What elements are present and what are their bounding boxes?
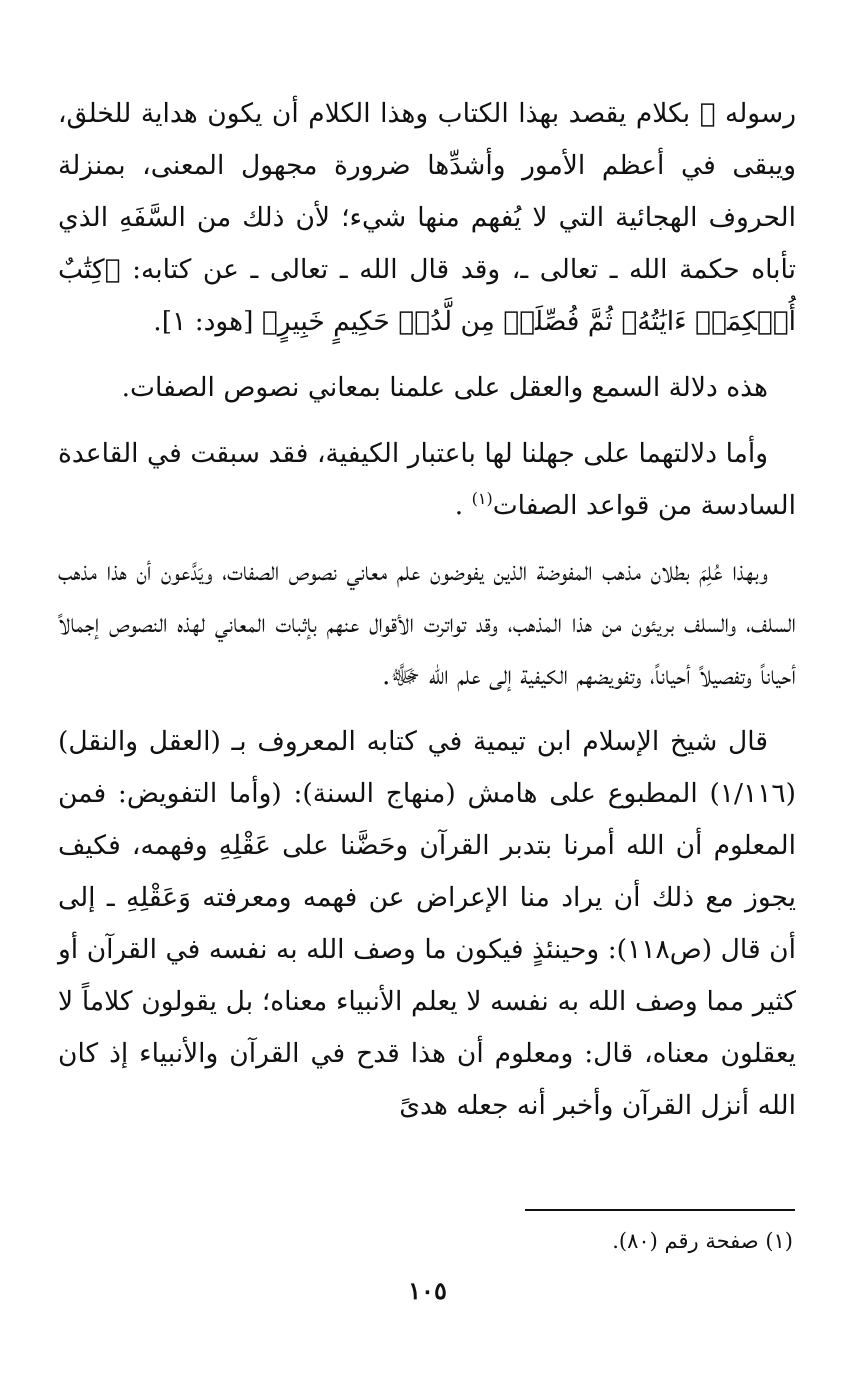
paragraph: رسوله ﷺ بكلام يقصد بهذا الكتاب وهذا الكلام أن يكون هداية للخلق، ويبقى في أعظم الأمور وأشدِّها ضرورة مجهول المعنى، بمنزلة الحروف الهجائية التي لا يُفهم منها شيء؛ لأن ذلك من السَّفَهِ الذي تأباه حكمة الله ـ تعالى ـ، وقد قال الله ـ تعالى ـ عن كتابه: ﴿كِتَٰبٌ أُحۡكِمَتۡ ءَايَٰتُهُۥ ثُمَّ فُصِّلَتۡ مِن لَّدُنۡ حَكِيمٍ خَبِيرٍ﴾ [هود: ١]. <box>58 98 796 337</box>
footnote-divider <box>525 1209 795 1211</box>
footnote-reference: (١) <box>471 489 493 509</box>
paragraph: وبهذا عُلِمَ بطلان مذهب المفوضة الذين يفوضون علم معاني نصوص الصفات، ويَدَّعون أن هذا مذهب السلف، والسلف بريئون من هذا المذهب، وقد تواترت الأقوال عنهم بإثبات المعاني لهذه النصوص إجمالاً أحياناً وتفصيلاً أحياناً، وتفويضهم الكيفية إلى علم الله ﷻ. <box>58 556 796 691</box>
paragraph <box>58 428 796 532</box>
paragraph-text: وأما دلالتهما على جهلنا لها باعتبار الكيفية، فقد سبقت في القاعدة السادسة من قواعد الصفات <box>58 438 796 521</box>
footnote: (١) صفحة رقم (٨٠). <box>612 1229 793 1253</box>
paragraph: هذه دلالة السمع والعقل على علمنا بمعاني نصوص الصفات. <box>121 372 768 403</box>
page-body <box>58 88 796 1146</box>
paragraph: قال شيخ الإسلام ابن تيمية في كتابه المعروف بـ (العقل والنقل) (١/١١٦) المطبوع على هامش (منهاج السنة): (وأما التفويض: فمن المعلوم أن الله أمرنا بتدبر القرآن وحَضَّنا على عَقْلِهِ وفهمه، فكيف يجوز مع ذلك أن يراد منا الإعراض عن فهمه ومعرفته وَعَقْلِهِ ـ إلى أن قال (ص١١٨): وحينئذٍ فيكون ما وصف الله به نفسه في القرآن أو كثير مما وصف الله به نفسه لا يعلم الأنبياء معناه؛ بل يقولون كلاماً لا يعقلون معناه، قال: ومعلوم أن هذا قدح في القرآن والأنبياء إذ كان الله أنزل القرآن وأخبر أنه جعله هدىً <box>58 726 796 1121</box>
page-number: ١٠٥ <box>408 1276 447 1305</box>
paragraph-end: . <box>454 490 464 521</box>
